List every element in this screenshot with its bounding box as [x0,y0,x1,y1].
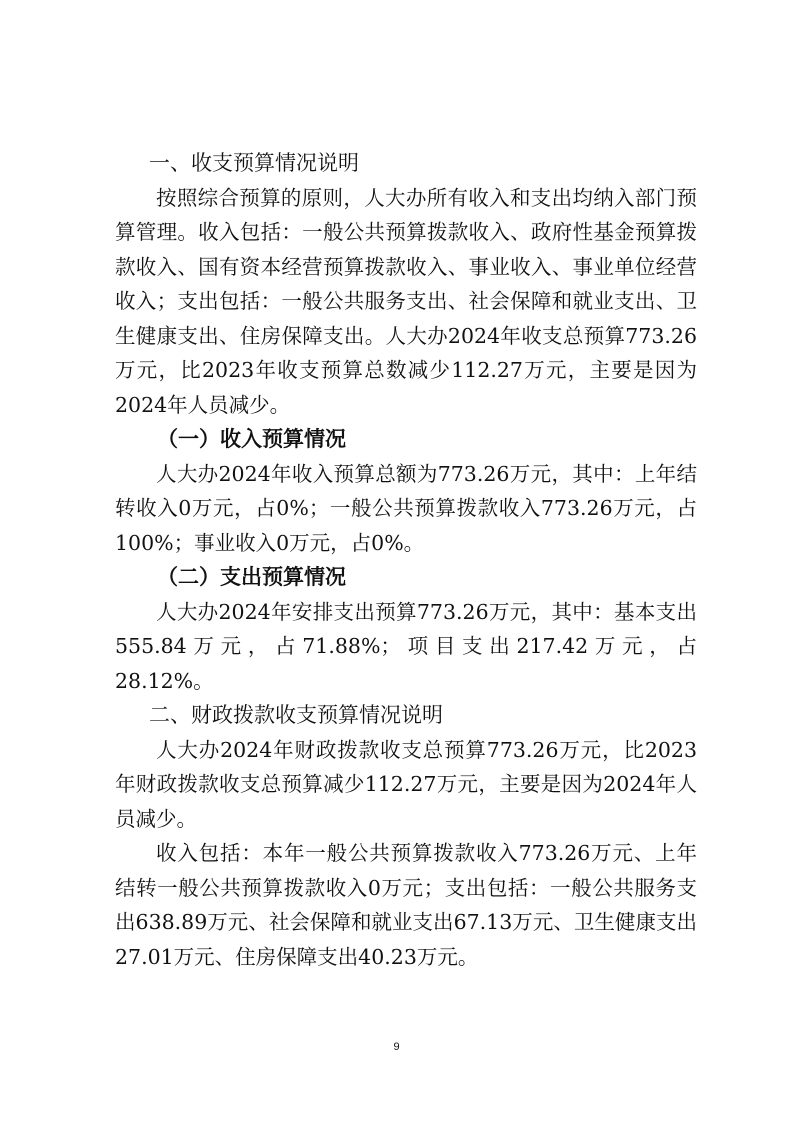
income-budget-heading: （一）收入预算情况 [157,427,346,451]
page-number: 9 [393,1041,400,1053]
expense-budget-paragraph: 人大办2024年安排支出预算773.26万元，其中：基本支出555.84万元，占71.88%；项目支出217.42万元，占28.12%。 [115,599,697,693]
section-2-paragraph-1: 人大办2024年财政拨款收支总预算773.26万元，比2023年财政拨款收支总预算减少112.27万元，主要是因为2024年人员减少。 [115,737,697,831]
section-2-paragraph-2: 收入包括：本年一般公共预算拨款收入773.26万元、上年结转一般公共预算拨款收入0万元；支出包括：一般公共服务支出638.89万元、社会保障和就业支出67.13万元、卫生健康支出27.01万元、住房保障支出40.23万元。 [115,841,697,969]
section-1-intro-paragraph: 按照综合预算的原则，人大办所有收入和支出均纳入部门预算管理。收入包括：一般公共预算拨款收入、政府性基金预算拨款收入、国有资本经营预算拨款收入、事业收入、事业单位经营收入；支出包括：一般公共服务支出、社会保障和就业支出、卫生健康支出、住房保障支出。人大办2024年收支总预算773.26万元，比2023年收支预算总数减少112.27万元，主要是因为2024年人员减少。 [115,185,697,417]
document-body [115,146,697,974]
section-2-heading: 二、财政拨款收支预算情况说明 [149,703,443,727]
expense-budget-heading: （二）支出预算情况 [157,565,346,589]
income-budget-paragraph: 人大办2024年收入预算总额为773.26万元，其中：上年结转收入0万元，占0%；一般公共预算拨款收入773.26万元，占100%；事业收入0万元，占0%。 [115,461,697,555]
section-1-heading: 一、收支预算情况说明 [149,151,359,175]
